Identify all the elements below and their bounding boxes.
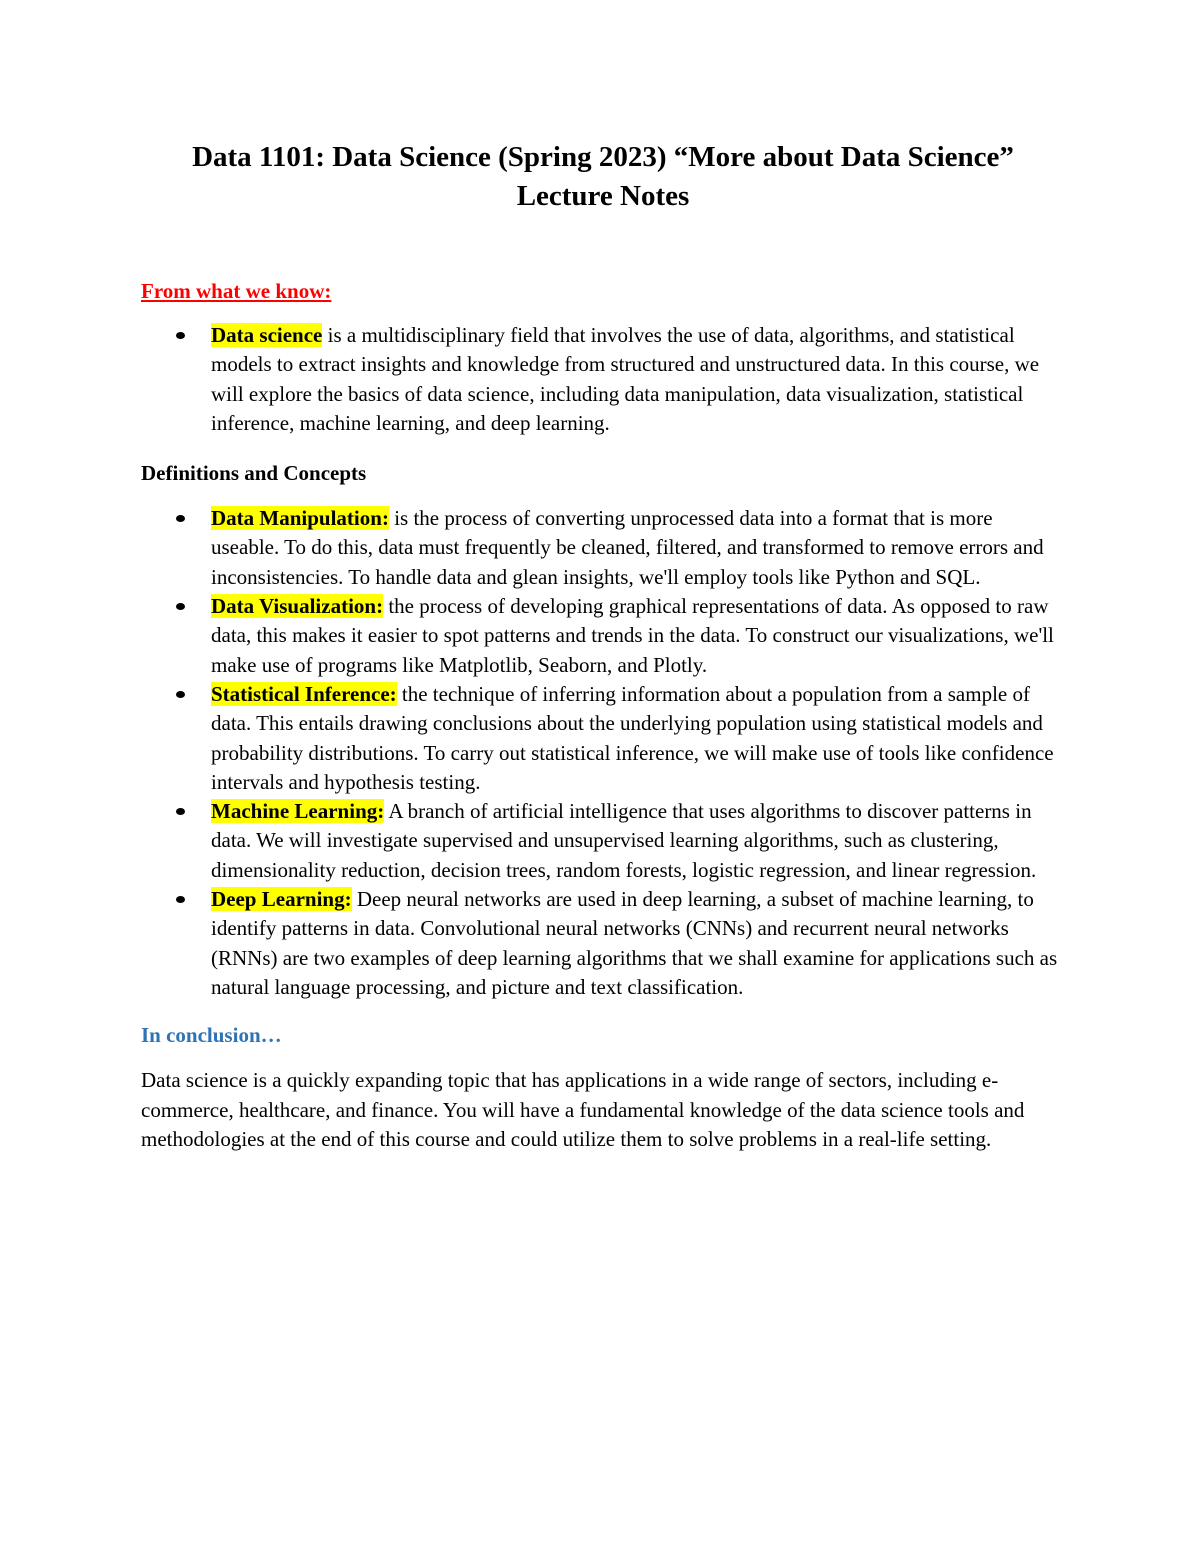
term-highlight: Data Visualization:	[211, 594, 384, 619]
term-description: A branch of artificial intelligence that uses algorithms to discover patterns in data. We will investigate supervised and unsupervised learning algorithms, such as clustering, dimensionality reduction, decision trees, random forests, logistic regression, and linear regression.	[211, 799, 1037, 882]
document-title	[141, 138, 1061, 216]
bullet-icon	[176, 691, 185, 698]
section-heading-conclusion: In conclusion…	[141, 1023, 282, 1048]
bullet-icon	[176, 515, 185, 522]
term-description: the technique of inferring information about a population from a sample of data. This entails drawing conclusions about the underlying population using statistical models and probability distributions. To carry out statistical inference, we will make use of tools like confidence intervals and hypothesis testing.	[211, 681, 1054, 794]
term-description: is a multidisciplinary field that involves the use of data, algorithms, and statistical models to extract insights and knowledge from structured and unstructured data. In this course, we will explore the basics of data science, including data manipulation, data visualization, statistical inference, machine learning, and deep learning.	[211, 323, 1040, 435]
intro-bullet-list	[141, 321, 1061, 438]
list-item	[141, 885, 1061, 1002]
bullet-icon	[176, 896, 185, 903]
term-highlight: Deep Learning:	[211, 887, 352, 912]
list-item	[141, 504, 1061, 592]
section-heading-definitions: Definitions and Concepts	[141, 461, 367, 486]
list-item	[141, 680, 1061, 797]
title-line-2: Lecture Notes	[516, 180, 690, 212]
bullet-icon	[176, 603, 185, 610]
conclusion-paragraph: Data science is a quickly expanding topic that has applications in a wide range of sectors, including e-commerce, healthcare, and finance. You will have a fundamental knowledge of the data science tools and methodologies at the end of this course and could utilize them to solve problems in a real-life setting.	[141, 1068, 1025, 1152]
list-item	[141, 797, 1061, 885]
term-description: Deep neural networks are used in deep learning, a subset of machine learning, to identify patterns in data. Convolutional neural networks (CNNs) and recurrent neural networks (RNNs) are two examples of deep learning algorithms that we shall examine for applications such as natural language processing, and picture and text classification.	[211, 887, 1058, 999]
term-description: the process of developing graphical representations of data. As opposed to raw data, this makes it easier to spot patterns and trends in the data. To construct our visualizations, we'll make use of programs like Matplotlib, Seaborn, and Plotly.	[211, 594, 1054, 677]
list-item	[141, 592, 1061, 680]
definitions-bullet-list	[141, 504, 1061, 1002]
term-highlight: Data science	[211, 323, 323, 347]
list-item	[141, 321, 1061, 438]
term-highlight: Machine Learning:	[211, 799, 385, 824]
bullet-icon	[176, 808, 185, 815]
term-highlight: Data Manipulation:	[211, 506, 389, 531]
term-description: is the process of converting unprocessed data into a format that is more useable. To do this, data must frequently be cleaned, filtered, and transformed to remove errors and inconsistencies. To handle data and glean insights, we'll employ tools like Python and SQL.	[211, 506, 1044, 589]
term-highlight: Statistical Inference:	[211, 681, 397, 706]
title-line-1: Data 1101: Data Science (Spring 2023) “More about Data Science”	[192, 141, 1014, 173]
document-page	[141, 138, 1061, 1155]
section-heading-from-what-we-know: From what we know:	[141, 279, 332, 303]
bullet-icon	[176, 332, 185, 339]
